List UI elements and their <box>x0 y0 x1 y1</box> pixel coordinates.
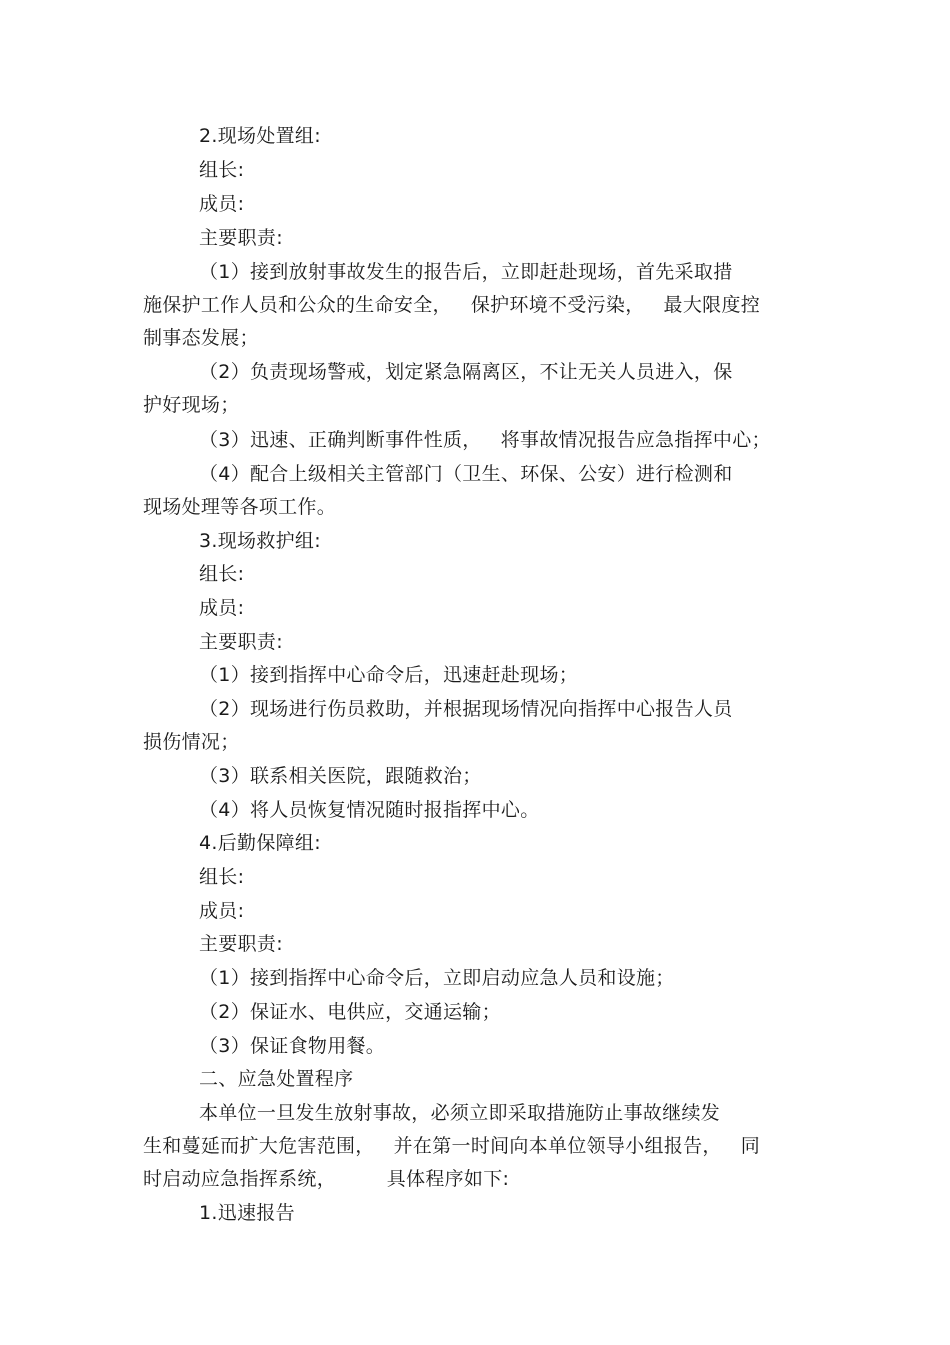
paragraph-line: （3）迅速、正确判断事件性质， 将事故情况报告应急指挥中心； <box>199 429 771 451</box>
paragraph-line: （2）负责现场警戒，划定紧急隔离区，不让无关人员进入，保 <box>199 361 733 383</box>
member-label: 成员: <box>199 193 245 215</box>
paragraph-line: 本单位一旦发生放射事故，必须立即采取措施防止事故继续发 <box>199 1102 721 1124</box>
paragraph-line: 施保护工作人员和公众的生命安全， 保护环境不受污染， 最大限度控 <box>143 294 761 316</box>
member-label: 成员: <box>199 597 245 619</box>
paragraph-line: 时启动应急指挥系统， 具体程序如下: <box>143 1168 510 1190</box>
paragraph-line: 损伤情况； <box>143 731 240 753</box>
paragraph-line: （1）接到指挥中心命令后，立即启动应急人员和设施； <box>199 967 675 989</box>
leader-label: 组长: <box>199 866 245 888</box>
paragraph-line: 护好现场； <box>143 394 240 416</box>
leader-label: 组长: <box>199 159 245 181</box>
duties-label: 主要职责: <box>199 933 283 955</box>
member-label: 成员: <box>199 900 245 922</box>
paragraph-line: 生和蔓延而扩大危害范围， 并在第一时间向本单位领导小组报告， 同 <box>143 1135 761 1157</box>
paragraph-line: （4）配合上级相关主管部门（卫生、环保、公安）进行检测和 <box>199 463 733 485</box>
section-heading: 4.后勤保障组: <box>199 832 321 854</box>
section-heading: 2.现场处置组: <box>199 125 321 147</box>
paragraph-line: （4）将人员恢复情况随时报指挥中心。 <box>199 799 540 821</box>
chapter-heading: 二、应急处置程序 <box>199 1068 354 1090</box>
duties-label: 主要职责: <box>199 227 283 249</box>
duties-label: 主要职责: <box>199 631 283 653</box>
paragraph-line: （1）接到放射事故发生的报告后，立即赶赴现场，首先采取措 <box>199 261 733 283</box>
section-heading: 3.现场救护组: <box>199 530 321 552</box>
paragraph-line: （1）接到指挥中心命令后，迅速赶赴现场； <box>199 664 579 686</box>
paragraph-line: （3）联系相关医院，跟随救治； <box>199 765 482 787</box>
leader-label: 组长: <box>199 563 245 585</box>
section-heading: 1.迅速报告 <box>199 1202 295 1224</box>
paragraph-line: （2）现场进行伤员救助，并根据现场情况向指挥中心报告人员 <box>199 698 733 720</box>
paragraph-line: （3）保证食物用餐。 <box>199 1035 386 1057</box>
paragraph-line: 现场处理等各项工作。 <box>143 496 337 518</box>
paragraph-line: 制事态发展； <box>143 327 259 349</box>
paragraph-line: （2）保证水、电供应，交通运输； <box>199 1001 501 1023</box>
